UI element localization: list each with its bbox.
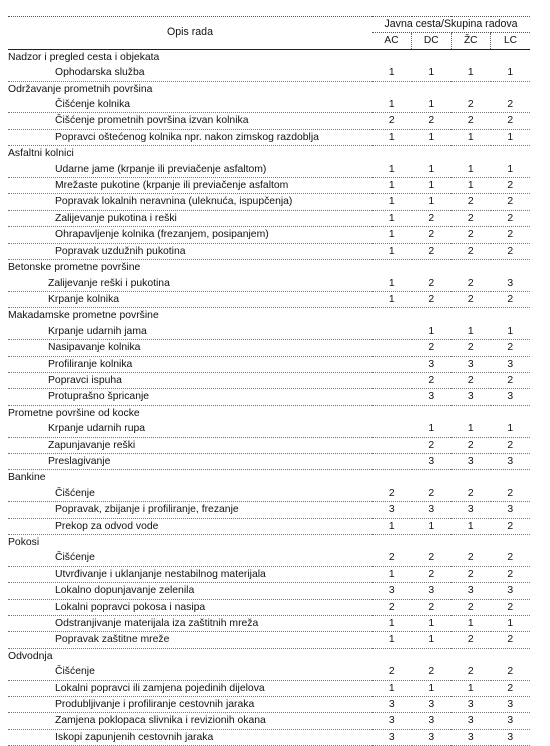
category-row [8, 470, 530, 486]
work-description: Zamjena poklopaca slivnika i revizionih okana [8, 713, 372, 729]
table-row [8, 227, 530, 243]
table-row [8, 453, 530, 469]
value-ac: 2 [372, 664, 412, 680]
header-col-ac: AC [372, 33, 412, 49]
value-zc: 2 [451, 599, 491, 615]
value-zc: 1 [451, 178, 491, 194]
table-row [8, 729, 530, 745]
value-lc: 2 [491, 550, 531, 566]
value-ac: 1 [372, 291, 412, 307]
category-row [8, 146, 530, 162]
value-dc: 3 [412, 713, 452, 729]
value-ac: 2 [372, 486, 412, 502]
header-description: Opis rada [8, 17, 372, 50]
value-zc: 3 [451, 453, 491, 469]
value-ac [372, 356, 412, 372]
value-dc: 3 [412, 453, 452, 469]
work-description: Zalijevanje reški i pukotina [8, 276, 372, 292]
work-description: Lokalni popravci pokosa i nasipa [8, 599, 372, 615]
value-zc: 1 [451, 162, 491, 178]
value-zc: 1 [451, 324, 491, 340]
value-zc: 2 [451, 194, 491, 210]
category-label: Nadzor i pregled cesta i objekata [8, 51, 160, 63]
table-row [8, 389, 530, 405]
value-zc: 1 [451, 680, 491, 696]
value-zc: 2 [451, 291, 491, 307]
value-lc: 3 [491, 453, 531, 469]
work-description: Lokalno dopunjavanje zelenila [8, 583, 372, 599]
value-lc: 1 [491, 421, 531, 437]
value-ac: 1 [372, 680, 412, 696]
value-ac [372, 453, 412, 469]
value-lc: 1 [491, 65, 531, 81]
work-description: Popravak uzdužnih pukotina [8, 243, 372, 259]
table-row [8, 113, 530, 129]
value-zc: 2 [451, 632, 491, 648]
value-lc: 2 [491, 486, 531, 502]
work-description: Krpanje kolnika [8, 291, 372, 307]
value-zc: 1 [451, 616, 491, 632]
value-dc: 2 [412, 437, 452, 453]
work-description: Čišćenje kolnika [8, 97, 372, 113]
value-zc: 1 [451, 518, 491, 534]
category-row [8, 648, 530, 664]
value-lc: 2 [491, 291, 531, 307]
value-dc: 1 [412, 616, 452, 632]
value-ac [372, 340, 412, 356]
work-description: Ophodarska služba [8, 65, 372, 81]
value-ac: 1 [372, 616, 412, 632]
value-zc: 1 [451, 65, 491, 81]
table-row [8, 697, 530, 713]
table-row [8, 129, 530, 145]
subcategory-row [8, 308, 530, 324]
value-zc: 1 [451, 129, 491, 145]
value-dc: 2 [412, 227, 452, 243]
value-zc: 2 [451, 97, 491, 113]
work-description: Mrežaste pukotine (krpanje ili previačenje asfaltom [8, 178, 372, 194]
value-zc: 2 [451, 664, 491, 680]
value-ac: 2 [372, 113, 412, 129]
value-ac: 1 [372, 566, 412, 582]
value-ac: 1 [372, 518, 412, 534]
value-zc: 2 [451, 340, 491, 356]
value-dc: 3 [412, 389, 452, 405]
value-dc: 3 [412, 583, 452, 599]
table-row [8, 372, 530, 388]
table-row [8, 437, 530, 453]
category-label: Asfaltni kolnici [8, 148, 74, 160]
subcategory-label: Prometne površine od kocke [8, 407, 140, 419]
work-description: Udarne jame (krpanje ili previačenje asfaltom) [8, 162, 372, 178]
value-lc: 3 [491, 729, 531, 745]
table-row [8, 632, 530, 648]
value-zc: 2 [451, 566, 491, 582]
table-row [8, 421, 530, 437]
value-zc: 3 [451, 583, 491, 599]
value-dc: 2 [412, 599, 452, 615]
value-ac: 3 [372, 583, 412, 599]
value-ac [372, 437, 412, 453]
work-description: Utvrđivanje i uklanjanje nestabilnog materijala [8, 566, 372, 582]
value-lc: 2 [491, 178, 531, 194]
value-zc: 2 [451, 113, 491, 129]
work-description: Iskopi zapunjenih cestovnih jaraka [8, 729, 372, 745]
value-lc: 3 [491, 713, 531, 729]
value-dc: 3 [412, 729, 452, 745]
work-description: Preslagivanje [8, 453, 372, 469]
value-zc: 3 [451, 502, 491, 518]
value-lc: 2 [491, 664, 531, 680]
subcategory-label: Betonske prometne površine [8, 262, 141, 274]
value-dc: 3 [412, 502, 452, 518]
value-ac: 1 [372, 65, 412, 81]
table-row [8, 599, 530, 615]
value-lc: 2 [491, 632, 531, 648]
table-row [8, 713, 530, 729]
work-description: Nasipavanje kolnika [8, 340, 372, 356]
value-ac: 1 [372, 210, 412, 226]
value-lc: 2 [491, 437, 531, 453]
value-lc: 3 [491, 583, 531, 599]
work-description: Produbljivanje i profiliranje cestovnih jaraka [8, 697, 372, 713]
value-lc: 2 [491, 566, 531, 582]
value-dc: 1 [412, 680, 452, 696]
subcategory-row [8, 405, 530, 421]
value-ac: 1 [372, 276, 412, 292]
work-description: Odstranjivanje materijala iza zaštitnih mreža [8, 616, 372, 632]
work-description: Prekop za odvod vode [8, 518, 372, 534]
value-ac: 1 [372, 129, 412, 145]
value-zc: 2 [451, 227, 491, 243]
table-row [8, 486, 530, 502]
value-lc: 3 [491, 502, 531, 518]
value-lc: 2 [491, 680, 531, 696]
table-row [8, 243, 530, 259]
value-ac [372, 372, 412, 388]
value-ac [372, 389, 412, 405]
value-dc: 2 [412, 113, 452, 129]
value-ac: 3 [372, 697, 412, 713]
value-ac [372, 421, 412, 437]
value-zc: 2 [451, 550, 491, 566]
subcategory-label: Makadamske prometne površine [8, 310, 159, 322]
work-description: Profiliranje kolnika [8, 356, 372, 372]
value-lc: 2 [491, 599, 531, 615]
value-ac: 1 [372, 243, 412, 259]
value-dc: 1 [412, 324, 452, 340]
table-row [8, 194, 530, 210]
value-lc: 1 [491, 616, 531, 632]
value-lc: 1 [491, 324, 531, 340]
work-description: Ohrapavljenje kolnika (frezanjem, posipanjem) [8, 227, 372, 243]
work-description: Zapunjavanje reški [8, 437, 372, 453]
value-lc: 2 [491, 194, 531, 210]
table-row [8, 291, 530, 307]
value-zc: 3 [451, 713, 491, 729]
category-row [8, 81, 530, 97]
value-dc: 2 [412, 664, 452, 680]
value-zc: 2 [451, 437, 491, 453]
value-ac: 1 [372, 194, 412, 210]
value-dc: 2 [412, 291, 452, 307]
value-dc: 3 [412, 356, 452, 372]
value-dc: 1 [412, 421, 452, 437]
value-lc: 3 [491, 276, 531, 292]
value-lc: 1 [491, 129, 531, 145]
table-body [8, 49, 530, 745]
value-lc: 2 [491, 340, 531, 356]
work-description: Lokalni popravci ili zamjena pojedinih dijelova [8, 680, 372, 696]
category-row [8, 49, 530, 65]
value-zc: 1 [451, 421, 491, 437]
work-description: Popravak zaštitne mreže [8, 632, 372, 648]
work-description: Čišćenje [8, 664, 372, 680]
work-description: Popravak, zbijanje i profiliranje, frezanje [8, 502, 372, 518]
table-row [8, 356, 530, 372]
value-dc: 1 [412, 162, 452, 178]
value-lc: 2 [491, 227, 531, 243]
header-row-group [8, 17, 530, 33]
table-row [8, 664, 530, 680]
table-row [8, 550, 530, 566]
table-row [8, 583, 530, 599]
value-zc: 2 [451, 276, 491, 292]
work-description: Popravci ispuha [8, 372, 372, 388]
value-dc: 2 [412, 243, 452, 259]
value-dc: 1 [412, 129, 452, 145]
category-row [8, 535, 530, 551]
value-zc: 2 [451, 210, 491, 226]
value-lc: 3 [491, 389, 531, 405]
maintenance-works-table [8, 16, 530, 746]
header-road-group: Javna cesta/Skupina radova [372, 17, 530, 33]
value-dc: 1 [412, 65, 452, 81]
value-lc: 2 [491, 518, 531, 534]
value-lc: 2 [491, 210, 531, 226]
table-row [8, 566, 530, 582]
work-description: Popravak lokalnih neravnina (uleknuća, ispupčenja) [8, 194, 372, 210]
value-zc: 2 [451, 372, 491, 388]
value-lc: 2 [491, 113, 531, 129]
value-zc: 3 [451, 729, 491, 745]
category-label: Pokosi [8, 537, 40, 548]
work-description: Čišćenje [8, 486, 372, 502]
header-col-dc: DC [412, 33, 452, 49]
value-zc: 3 [451, 697, 491, 713]
category-label: Odvodnja [8, 650, 53, 662]
work-description: Protuprašno špricanje [8, 389, 372, 405]
value-ac: 1 [372, 97, 412, 113]
table-row [8, 210, 530, 226]
table-row [8, 65, 530, 81]
value-ac [372, 324, 412, 340]
value-dc: 1 [412, 518, 452, 534]
value-dc: 2 [412, 550, 452, 566]
table-row [8, 178, 530, 194]
header-col-zc: ŽC [451, 33, 491, 49]
value-lc: 1 [491, 162, 531, 178]
work-description: Krpanje udarnih jama [8, 324, 372, 340]
value-dc: 2 [412, 372, 452, 388]
value-dc: 2 [412, 340, 452, 356]
value-ac: 2 [372, 599, 412, 615]
value-ac: 1 [372, 227, 412, 243]
category-label: Održavanje prometnih površina [8, 83, 153, 95]
value-lc: 3 [491, 356, 531, 372]
value-zc: 3 [451, 389, 491, 405]
table-row [8, 340, 530, 356]
value-lc: 3 [491, 697, 531, 713]
value-ac: 3 [372, 502, 412, 518]
value-ac: 1 [372, 178, 412, 194]
value-dc: 1 [412, 632, 452, 648]
work-description: Čišćenje prometnih površina izvan kolnika [8, 113, 372, 129]
value-ac: 1 [372, 162, 412, 178]
value-lc: 2 [491, 97, 531, 113]
table-row [8, 518, 530, 534]
table-row [8, 502, 530, 518]
value-ac: 3 [372, 729, 412, 745]
table-row [8, 324, 530, 340]
table-row [8, 276, 530, 292]
table-row [8, 680, 530, 696]
value-dc: 2 [412, 276, 452, 292]
category-label: Bankine [8, 472, 46, 484]
value-dc: 1 [412, 194, 452, 210]
subcategory-row [8, 260, 530, 276]
work-description: Popravci oštećenog kolnika npr. nakon zimskog razdoblja [8, 129, 372, 145]
table-row [8, 616, 530, 632]
value-zc: 2 [451, 486, 491, 502]
value-lc: 2 [491, 243, 531, 259]
table-row [8, 97, 530, 113]
value-ac: 3 [372, 713, 412, 729]
header-col-lc: LC [491, 33, 531, 49]
work-description: Čišćenje [8, 550, 372, 566]
value-zc: 2 [451, 243, 491, 259]
value-lc: 2 [491, 372, 531, 388]
value-ac: 2 [372, 550, 412, 566]
value-dc: 1 [412, 178, 452, 194]
value-dc: 2 [412, 210, 452, 226]
value-dc: 2 [412, 486, 452, 502]
work-description: Zalijevanje pukotina i reški [8, 210, 372, 226]
value-dc: 3 [412, 697, 452, 713]
table-row [8, 162, 530, 178]
value-dc: 1 [412, 97, 452, 113]
value-ac: 1 [372, 632, 412, 648]
value-dc: 2 [412, 566, 452, 582]
value-zc: 3 [451, 356, 491, 372]
work-description: Krpanje udarnih rupa [8, 421, 372, 437]
